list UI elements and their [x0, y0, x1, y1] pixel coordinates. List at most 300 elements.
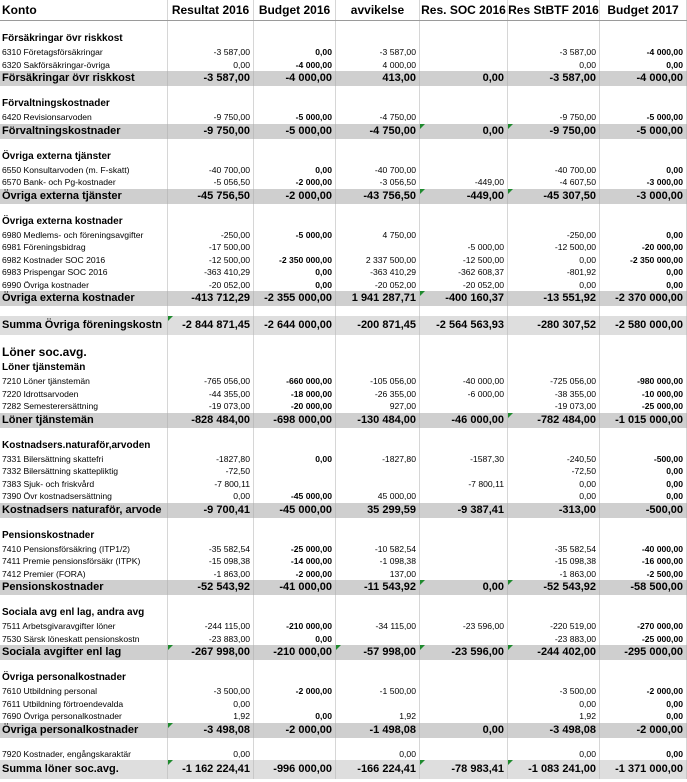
value-cell[interactable] — [600, 428, 687, 438]
value-cell[interactable]: -2 564 563,93 — [420, 316, 508, 335]
value-cell[interactable]: 1,92 — [508, 710, 600, 723]
value-cell[interactable]: -1 162 224,41 — [168, 760, 254, 779]
value-cell[interactable]: -46 000,00 — [420, 413, 508, 428]
value-cell[interactable]: -2 000,00 — [600, 723, 687, 738]
account-label[interactable]: 7383 Sjuk- och friskvård — [0, 478, 168, 491]
value-cell[interactable]: -1 083 241,00 — [508, 760, 600, 779]
value-cell[interactable] — [254, 86, 336, 96]
value-cell[interactable] — [254, 214, 336, 229]
value-cell[interactable] — [336, 478, 420, 491]
value-cell[interactable] — [168, 204, 254, 214]
value-cell[interactable]: -35 582,54 — [508, 543, 600, 556]
value-cell[interactable]: -15 098,38 — [508, 555, 600, 568]
value-cell[interactable]: -280 307,52 — [508, 316, 600, 335]
account-label[interactable]: Sociala avgifter enl lag — [0, 645, 168, 660]
value-cell[interactable]: -782 484,00 — [508, 413, 600, 428]
value-cell[interactable] — [600, 335, 687, 345]
value-cell[interactable]: -40 700,00 — [508, 164, 600, 177]
value-cell[interactable] — [420, 670, 508, 685]
value-cell[interactable] — [420, 568, 508, 581]
value-cell[interactable] — [168, 660, 254, 670]
value-cell[interactable]: -5 056,50 — [168, 176, 254, 189]
value-cell[interactable] — [600, 345, 687, 360]
empty-cell[interactable] — [0, 518, 168, 528]
value-cell[interactable]: -3 587,00 — [168, 71, 254, 86]
value-cell[interactable]: -2 000,00 — [254, 723, 336, 738]
value-cell[interactable]: -6 000,00 — [420, 388, 508, 401]
value-cell[interactable] — [600, 670, 687, 685]
value-cell[interactable]: -4 000,00 — [254, 71, 336, 86]
value-cell[interactable]: -200 871,45 — [336, 316, 420, 335]
value-cell[interactable] — [254, 335, 336, 345]
value-cell[interactable] — [254, 518, 336, 528]
value-cell[interactable] — [508, 21, 600, 31]
value-cell[interactable]: -1 498,08 — [336, 723, 420, 738]
value-cell[interactable]: -313,00 — [508, 503, 600, 518]
value-cell[interactable]: -43 756,50 — [336, 189, 420, 204]
value-cell[interactable]: -52 543,92 — [168, 580, 254, 595]
value-cell[interactable]: -3 587,00 — [508, 46, 600, 59]
value-cell[interactable] — [600, 738, 687, 748]
value-cell[interactable]: 0,00 — [420, 124, 508, 139]
value-cell[interactable] — [336, 204, 420, 214]
value-cell[interactable] — [168, 139, 254, 149]
account-label[interactable]: 7411 Premie pensionsförsäkr (ITPK) — [0, 555, 168, 568]
value-cell[interactable]: -9 750,00 — [508, 124, 600, 139]
value-cell[interactable]: -244 402,00 — [508, 645, 600, 660]
value-cell[interactable] — [168, 214, 254, 229]
value-cell[interactable]: -362 608,37 — [420, 266, 508, 279]
value-cell[interactable]: -12 500,00 — [168, 254, 254, 267]
value-cell[interactable]: -449,00 — [420, 176, 508, 189]
account-label[interactable]: 7530 Särsk löneskatt pensionskostn — [0, 633, 168, 646]
value-cell[interactable]: -980 000,00 — [600, 375, 687, 388]
value-cell[interactable]: 45 000,00 — [336, 490, 420, 503]
value-cell[interactable]: -3 587,00 — [168, 46, 254, 59]
value-cell[interactable]: 0,00 — [508, 279, 600, 292]
account-label[interactable]: 7410 Pensionsförsäkring (ITP1/2) — [0, 543, 168, 556]
empty-cell[interactable] — [0, 204, 168, 214]
value-cell[interactable] — [600, 528, 687, 543]
value-cell[interactable]: -52 543,92 — [508, 580, 600, 595]
value-cell[interactable]: -3 498,08 — [168, 723, 254, 738]
value-cell[interactable] — [168, 21, 254, 31]
value-cell[interactable]: 0,00 — [168, 490, 254, 503]
value-cell[interactable]: -1587,30 — [420, 453, 508, 466]
account-label[interactable]: Förvaltningskostnader — [0, 124, 168, 139]
value-cell[interactable] — [508, 345, 600, 360]
value-cell[interactable]: 413,00 — [336, 71, 420, 86]
value-cell[interactable] — [420, 306, 508, 316]
value-cell[interactable] — [168, 306, 254, 316]
value-cell[interactable]: -1 371 000,00 — [600, 760, 687, 779]
value-cell[interactable]: 0,00 — [254, 279, 336, 292]
value-cell[interactable]: -5 000,00 — [600, 124, 687, 139]
value-cell[interactable] — [420, 335, 508, 345]
empty-cell[interactable] — [0, 86, 168, 96]
value-cell[interactable] — [600, 96, 687, 111]
account-label[interactable]: 6310 Företagsförsäkringar — [0, 46, 168, 59]
value-cell[interactable]: -3 056,50 — [336, 176, 420, 189]
value-cell[interactable] — [254, 149, 336, 164]
value-cell[interactable] — [168, 86, 254, 96]
empty-cell[interactable] — [0, 428, 168, 438]
value-cell[interactable] — [508, 518, 600, 528]
value-cell[interactable] — [420, 555, 508, 568]
account-label[interactable]: 6990 Övriga kostnader — [0, 279, 168, 292]
value-cell[interactable] — [254, 478, 336, 491]
value-cell[interactable] — [254, 528, 336, 543]
value-cell[interactable] — [600, 31, 687, 46]
value-cell[interactable]: -2 844 871,45 — [168, 316, 254, 335]
value-cell[interactable] — [336, 698, 420, 711]
value-cell[interactable] — [420, 518, 508, 528]
account-label[interactable]: Övriga personalkostnader — [0, 670, 168, 685]
value-cell[interactable] — [420, 438, 508, 453]
value-cell[interactable] — [600, 86, 687, 96]
value-cell[interactable] — [600, 605, 687, 620]
value-cell[interactable]: -240,50 — [508, 453, 600, 466]
value-cell[interactable]: -2 644 000,00 — [254, 316, 336, 335]
account-label[interactable]: Summa löner soc.avg. — [0, 760, 168, 779]
value-cell[interactable] — [420, 490, 508, 503]
value-cell[interactable] — [420, 465, 508, 478]
value-cell[interactable]: -23 883,00 — [168, 633, 254, 646]
value-cell[interactable]: 0,00 — [600, 490, 687, 503]
value-cell[interactable] — [254, 595, 336, 605]
value-cell[interactable]: -2 000,00 — [254, 176, 336, 189]
value-cell[interactable] — [600, 214, 687, 229]
account-label[interactable]: Kostnadsers.naturaför,arvoden — [0, 438, 168, 453]
value-cell[interactable]: 0,00 — [168, 698, 254, 711]
value-cell[interactable]: -7 800,11 — [168, 478, 254, 491]
value-cell[interactable]: -5 000,00 — [254, 229, 336, 242]
value-cell[interactable] — [336, 738, 420, 748]
value-cell[interactable] — [254, 428, 336, 438]
value-cell[interactable]: -72,50 — [168, 465, 254, 478]
value-cell[interactable] — [420, 710, 508, 723]
value-cell[interactable] — [168, 149, 254, 164]
value-cell[interactable]: -10 000,00 — [600, 388, 687, 401]
value-cell[interactable]: -25 000,00 — [254, 543, 336, 556]
value-cell[interactable]: -3 498,08 — [508, 723, 600, 738]
account-label[interactable]: Försäkringar övr riskkost — [0, 71, 168, 86]
header-budget-2016[interactable]: Budget 2016 — [254, 0, 336, 20]
value-cell[interactable]: 4 000,00 — [336, 59, 420, 72]
value-cell[interactable] — [420, 59, 508, 72]
value-cell[interactable] — [508, 605, 600, 620]
value-cell[interactable] — [600, 204, 687, 214]
value-cell[interactable] — [600, 139, 687, 149]
value-cell[interactable]: -9 700,41 — [168, 503, 254, 518]
value-cell[interactable] — [508, 670, 600, 685]
value-cell[interactable] — [600, 21, 687, 31]
value-cell[interactable] — [508, 306, 600, 316]
value-cell[interactable]: 1,92 — [168, 710, 254, 723]
value-cell[interactable]: -20 000,00 — [254, 400, 336, 413]
value-cell[interactable]: -20 000,00 — [600, 241, 687, 254]
value-cell[interactable]: -9 750,00 — [168, 124, 254, 139]
value-cell[interactable]: -9 750,00 — [168, 111, 254, 124]
value-cell[interactable]: -40 000,00 — [420, 375, 508, 388]
header-avvikelse[interactable]: avvikelse — [336, 0, 420, 20]
value-cell[interactable]: 0,00 — [600, 279, 687, 292]
value-cell[interactable] — [420, 360, 508, 375]
value-cell[interactable] — [336, 306, 420, 316]
value-cell[interactable]: 0,00 — [508, 478, 600, 491]
value-cell[interactable]: -58 500,00 — [600, 580, 687, 595]
value-cell[interactable] — [420, 660, 508, 670]
value-cell[interactable]: -20 052,00 — [336, 279, 420, 292]
value-cell[interactable] — [336, 660, 420, 670]
value-cell[interactable]: 0,00 — [420, 580, 508, 595]
value-cell[interactable]: -295 000,00 — [600, 645, 687, 660]
value-cell[interactable] — [336, 345, 420, 360]
value-cell[interactable]: 35 299,59 — [336, 503, 420, 518]
value-cell[interactable]: -19 073,00 — [508, 400, 600, 413]
value-cell[interactable] — [508, 204, 600, 214]
value-cell[interactable]: -12 500,00 — [420, 254, 508, 267]
value-cell[interactable]: -130 484,00 — [336, 413, 420, 428]
value-cell[interactable]: 0,00 — [336, 748, 420, 761]
value-cell[interactable]: -45 000,00 — [254, 503, 336, 518]
value-cell[interactable]: -40 000,00 — [600, 543, 687, 556]
value-cell[interactable]: -4 000,00 — [600, 46, 687, 59]
value-cell[interactable]: -14 000,00 — [254, 555, 336, 568]
value-cell[interactable]: 0,00 — [254, 453, 336, 466]
value-cell[interactable] — [420, 96, 508, 111]
value-cell[interactable]: 0,00 — [600, 229, 687, 242]
value-cell[interactable]: -23 596,00 — [420, 645, 508, 660]
value-cell[interactable] — [508, 428, 600, 438]
value-cell[interactable] — [600, 306, 687, 316]
value-cell[interactable]: -166 224,41 — [336, 760, 420, 779]
value-cell[interactable] — [508, 660, 600, 670]
value-cell[interactable] — [336, 96, 420, 111]
account-label[interactable]: Förvaltningskostnader — [0, 96, 168, 111]
value-cell[interactable]: -16 000,00 — [600, 555, 687, 568]
value-cell[interactable] — [420, 229, 508, 242]
value-cell[interactable]: -2 000,00 — [600, 685, 687, 698]
value-cell[interactable] — [336, 139, 420, 149]
value-cell[interactable]: -17 500,00 — [168, 241, 254, 254]
value-cell[interactable]: -5 000,00 — [254, 124, 336, 139]
value-cell[interactable] — [508, 86, 600, 96]
value-cell[interactable] — [336, 633, 420, 646]
value-cell[interactable]: -20 052,00 — [168, 279, 254, 292]
value-cell[interactable]: -500,00 — [600, 453, 687, 466]
value-cell[interactable]: 4 750,00 — [336, 229, 420, 242]
account-label[interactable]: 7331 Bilersättning skattefri — [0, 453, 168, 466]
value-cell[interactable]: -105 056,00 — [336, 375, 420, 388]
value-cell[interactable] — [254, 31, 336, 46]
account-label[interactable]: 7390 Övr kostnadsersättning — [0, 490, 168, 503]
account-label[interactable]: Löner tjänstemän — [0, 413, 168, 428]
value-cell[interactable]: -26 355,00 — [336, 388, 420, 401]
value-cell[interactable]: -45 307,50 — [508, 189, 600, 204]
value-cell[interactable]: 0,00 — [420, 723, 508, 738]
value-cell[interactable]: 927,00 — [336, 400, 420, 413]
value-cell[interactable] — [420, 46, 508, 59]
value-cell[interactable] — [168, 428, 254, 438]
value-cell[interactable]: -40 700,00 — [168, 164, 254, 177]
value-cell[interactable] — [420, 111, 508, 124]
value-cell[interactable]: -23 883,00 — [508, 633, 600, 646]
account-label[interactable]: Kostnadsers naturaför, arvode — [0, 503, 168, 518]
value-cell[interactable] — [420, 605, 508, 620]
value-cell[interactable]: 0,00 — [508, 254, 600, 267]
value-cell[interactable] — [336, 214, 420, 229]
account-label[interactable]: 6570 Bank- och Pg-kostnader — [0, 176, 168, 189]
empty-cell[interactable] — [0, 595, 168, 605]
value-cell[interactable]: -725 056,00 — [508, 375, 600, 388]
value-cell[interactable] — [336, 149, 420, 164]
value-cell[interactable] — [168, 360, 254, 375]
value-cell[interactable]: 0,00 — [168, 59, 254, 72]
value-cell[interactable]: 0,00 — [600, 748, 687, 761]
value-cell[interactable]: -2 370 000,00 — [600, 291, 687, 306]
value-cell[interactable]: -244 115,00 — [168, 620, 254, 633]
value-cell[interactable]: -45 000,00 — [254, 490, 336, 503]
account-label[interactable]: Övriga personalkostnader — [0, 723, 168, 738]
value-cell[interactable]: -25 000,00 — [600, 633, 687, 646]
value-cell[interactable] — [336, 595, 420, 605]
value-cell[interactable] — [336, 518, 420, 528]
value-cell[interactable]: -698 000,00 — [254, 413, 336, 428]
value-cell[interactable]: 0,00 — [254, 164, 336, 177]
value-cell[interactable]: -5 000,00 — [420, 241, 508, 254]
value-cell[interactable] — [168, 605, 254, 620]
value-cell[interactable]: -1827,80 — [168, 453, 254, 466]
value-cell[interactable]: 0,00 — [508, 59, 600, 72]
account-label[interactable]: 7412 Premier (FORA) — [0, 568, 168, 581]
account-label[interactable]: 6982 Kostnader SOC 2016 — [0, 254, 168, 267]
value-cell[interactable] — [168, 345, 254, 360]
value-cell[interactable]: -270 000,00 — [600, 620, 687, 633]
account-label[interactable]: Pensionskostnader — [0, 580, 168, 595]
value-cell[interactable]: -363 410,29 — [336, 266, 420, 279]
value-cell[interactable]: -45 756,50 — [168, 189, 254, 204]
value-cell[interactable]: -210 000,00 — [254, 620, 336, 633]
value-cell[interactable] — [508, 438, 600, 453]
value-cell[interactable] — [420, 214, 508, 229]
value-cell[interactable]: -20 052,00 — [420, 279, 508, 292]
value-cell[interactable]: 0,00 — [600, 59, 687, 72]
value-cell[interactable]: -15 098,38 — [168, 555, 254, 568]
value-cell[interactable] — [336, 528, 420, 543]
value-cell[interactable] — [254, 241, 336, 254]
value-cell[interactable]: -2 355 000,00 — [254, 291, 336, 306]
value-cell[interactable]: 0,00 — [508, 490, 600, 503]
value-cell[interactable] — [254, 438, 336, 453]
value-cell[interactable] — [168, 96, 254, 111]
value-cell[interactable]: -210 000,00 — [254, 645, 336, 660]
value-cell[interactable]: -500,00 — [600, 503, 687, 518]
header-konto[interactable]: Konto — [0, 0, 168, 20]
value-cell[interactable] — [168, 738, 254, 748]
account-label[interactable]: 6983 Prispengar SOC 2016 — [0, 266, 168, 279]
value-cell[interactable]: 0,00 — [254, 710, 336, 723]
value-cell[interactable] — [254, 96, 336, 111]
value-cell[interactable]: 0,00 — [254, 266, 336, 279]
value-cell[interactable] — [168, 528, 254, 543]
value-cell[interactable]: -23 596,00 — [420, 620, 508, 633]
account-label[interactable]: Pensionskostnader — [0, 528, 168, 543]
header-res-stbtf-2016[interactable]: Res StBTF 2016 — [508, 0, 600, 20]
value-cell[interactable]: -38 355,00 — [508, 388, 600, 401]
value-cell[interactable] — [168, 595, 254, 605]
account-label[interactable]: 7282 Semesterersättning — [0, 400, 168, 413]
value-cell[interactable]: -1 863,00 — [508, 568, 600, 581]
empty-cell[interactable] — [0, 139, 168, 149]
value-cell[interactable] — [508, 595, 600, 605]
value-cell[interactable]: -400 160,37 — [420, 291, 508, 306]
value-cell[interactable]: -3 587,00 — [508, 71, 600, 86]
value-cell[interactable] — [254, 748, 336, 761]
value-cell[interactable] — [600, 595, 687, 605]
value-cell[interactable]: -4 607,50 — [508, 176, 600, 189]
value-cell[interactable]: 0,00 — [508, 748, 600, 761]
account-label[interactable]: Summa Övriga föreningskostn — [0, 316, 168, 335]
value-cell[interactable] — [420, 164, 508, 177]
value-cell[interactable]: 1 941 287,71 — [336, 291, 420, 306]
account-label[interactable]: Övriga externa kostnader — [0, 214, 168, 229]
value-cell[interactable]: -4 000,00 — [600, 71, 687, 86]
value-cell[interactable]: -41 000,00 — [254, 580, 336, 595]
account-label[interactable]: Sociala avg enl lag, andra avg — [0, 605, 168, 620]
value-cell[interactable] — [508, 139, 600, 149]
value-cell[interactable]: -1 500,00 — [336, 685, 420, 698]
value-cell[interactable] — [168, 518, 254, 528]
account-label[interactable]: Övriga externa tjänster — [0, 149, 168, 164]
account-label[interactable]: 7511 Arbetsgivaravgifter löner — [0, 620, 168, 633]
value-cell[interactable]: -13 551,92 — [508, 291, 600, 306]
value-cell[interactable]: -57 998,00 — [336, 645, 420, 660]
value-cell[interactable] — [600, 360, 687, 375]
value-cell[interactable]: -9 387,41 — [420, 503, 508, 518]
value-cell[interactable] — [254, 670, 336, 685]
value-cell[interactable]: 0,00 — [600, 698, 687, 711]
value-cell[interactable] — [336, 605, 420, 620]
account-label[interactable]: 7920 Kostnader, engångskaraktär — [0, 748, 168, 761]
value-cell[interactable]: -10 582,54 — [336, 543, 420, 556]
value-cell[interactable]: -449,00 — [420, 189, 508, 204]
value-cell[interactable]: -1 863,00 — [168, 568, 254, 581]
value-cell[interactable] — [336, 670, 420, 685]
value-cell[interactable] — [508, 96, 600, 111]
value-cell[interactable] — [168, 438, 254, 453]
value-cell[interactable]: 0,00 — [508, 698, 600, 711]
value-cell[interactable]: -2 580 000,00 — [600, 316, 687, 335]
value-cell[interactable]: -3 587,00 — [336, 46, 420, 59]
value-cell[interactable]: -220 519,00 — [508, 620, 600, 633]
value-cell[interactable]: 0,00 — [600, 164, 687, 177]
value-cell[interactable] — [336, 360, 420, 375]
empty-cell[interactable] — [0, 335, 168, 345]
value-cell[interactable] — [420, 149, 508, 164]
value-cell[interactable] — [168, 335, 254, 345]
value-cell[interactable]: -765 056,00 — [168, 375, 254, 388]
value-cell[interactable]: -3 000,00 — [600, 189, 687, 204]
value-cell[interactable]: -1 098,38 — [336, 555, 420, 568]
value-cell[interactable] — [420, 633, 508, 646]
value-cell[interactable] — [420, 204, 508, 214]
value-cell[interactable]: 0,00 — [168, 748, 254, 761]
value-cell[interactable]: -11 543,92 — [336, 580, 420, 595]
value-cell[interactable] — [336, 428, 420, 438]
header-res-soc-2016[interactable]: Res. SOC 2016 — [420, 0, 508, 20]
value-cell[interactable] — [508, 360, 600, 375]
